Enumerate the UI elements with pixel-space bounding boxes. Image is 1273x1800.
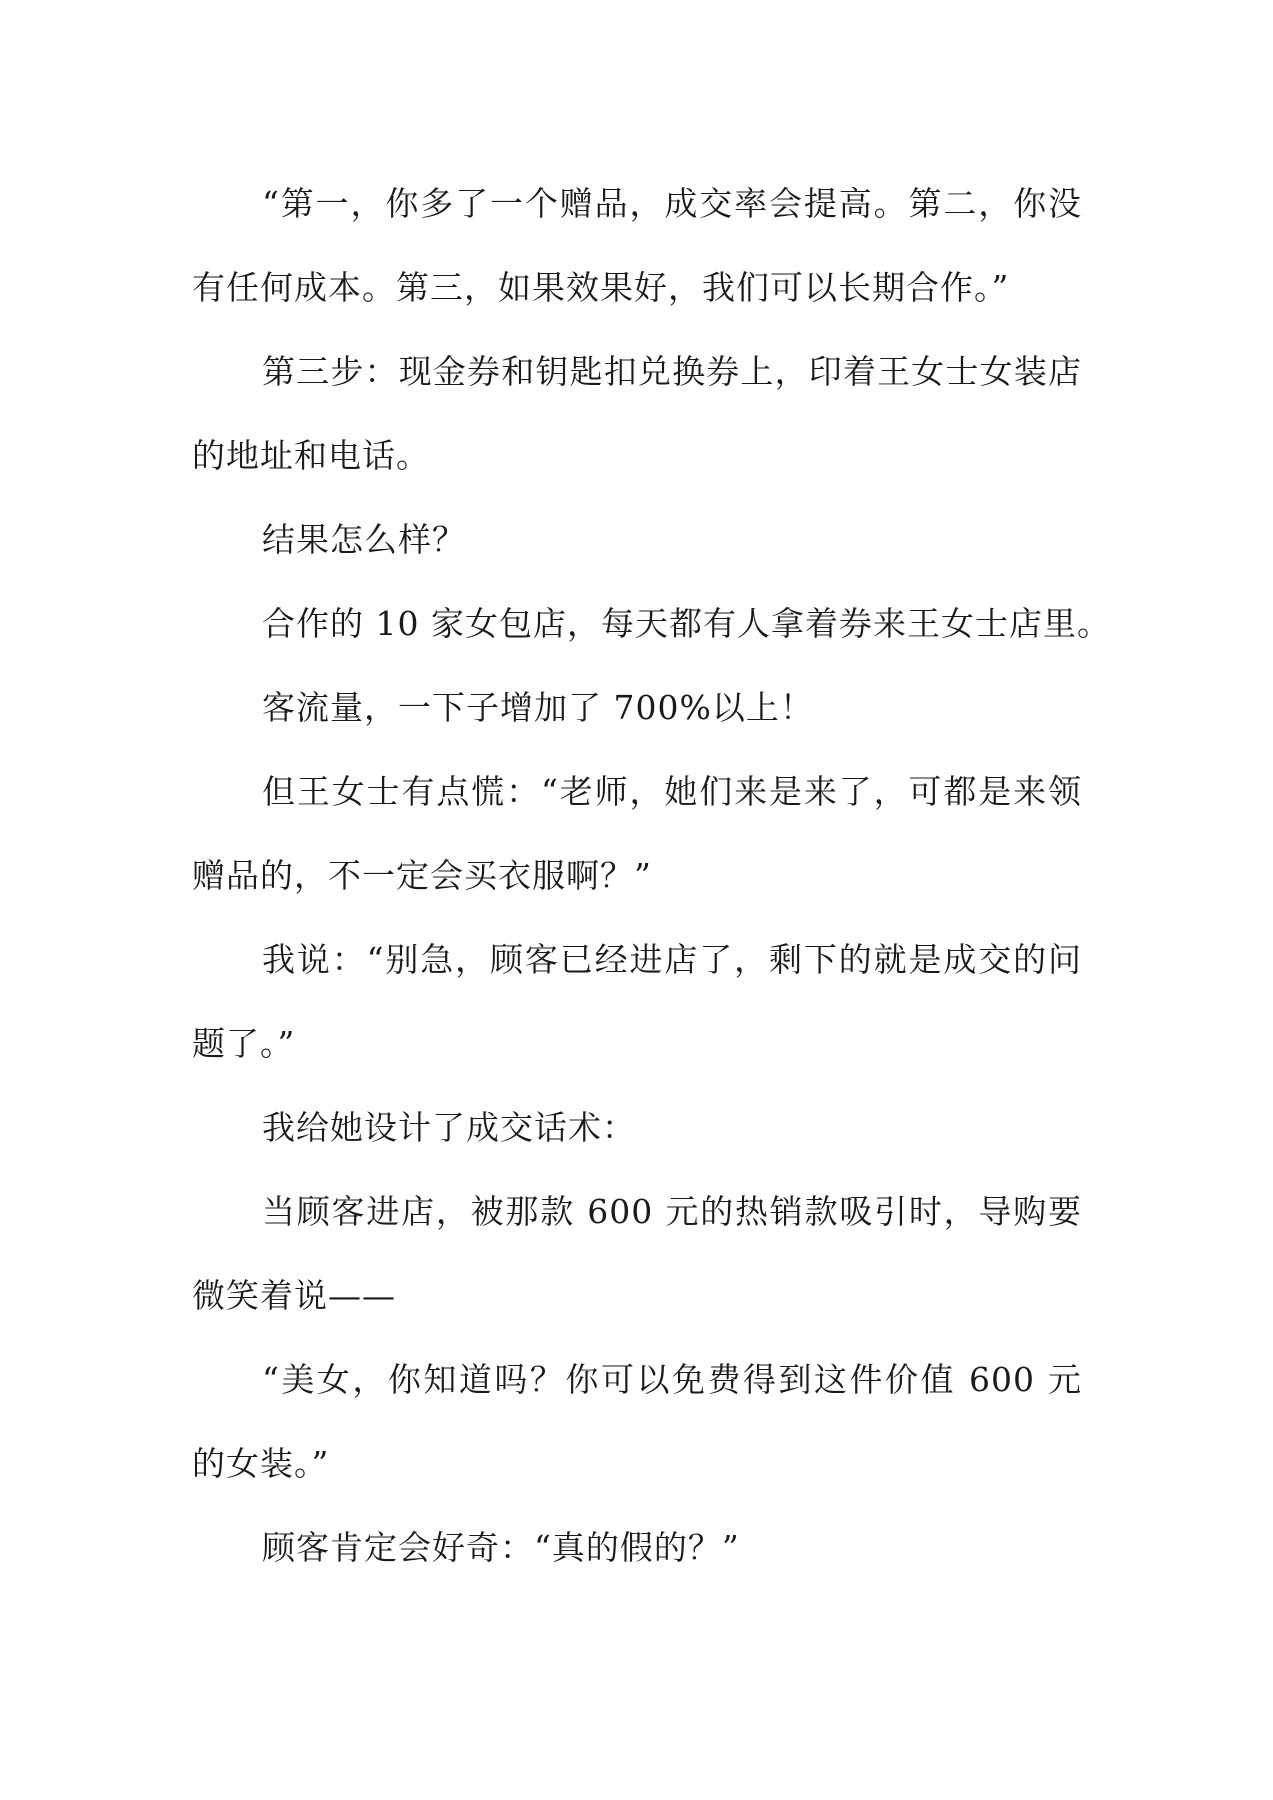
paragraph-10: “美女，你知道吗？你可以免费得到这件价值 600 元的女装。” (192, 1360, 1082, 1483)
paragraph-1: “第一，你多了一个赠品，成交率会提高。第二，你没有任何成本。第三，如果效果好，我们可以长期合作。” (192, 184, 1082, 307)
paragraph-5: 客流量，一下子增加了 700%以上！ (262, 688, 814, 727)
paragraph-11: 顾客肯定会好奇：“真的假的？” (262, 1528, 740, 1567)
paragraph-4: 合作的 10 家女包店，每天都有人拿着券来王女士店里。 (262, 604, 1111, 643)
document-body (192, 162, 1111, 1590)
paragraph-9: 当顾客进店，被那款 600 元的热销款吸引时，导购要微笑着说—— (192, 1192, 1082, 1315)
paragraph-7: 我说：“别急，顾客已经进店了，剩下的就是成交的问题了。” (192, 940, 1082, 1063)
paragraph-6: 但王女士有点慌：“老师，她们来是来了，可都是来领赠品的，不一定会买衣服啊？” (192, 772, 1082, 895)
paragraph-2: 第三步：现金券和钥匙扣兑换券上，印着王女士女装店的地址和电话。 (192, 352, 1082, 475)
paragraph-8: 我给她设计了成交话术： (262, 1108, 636, 1147)
paragraph-3: 结果怎么样？ (262, 520, 466, 559)
